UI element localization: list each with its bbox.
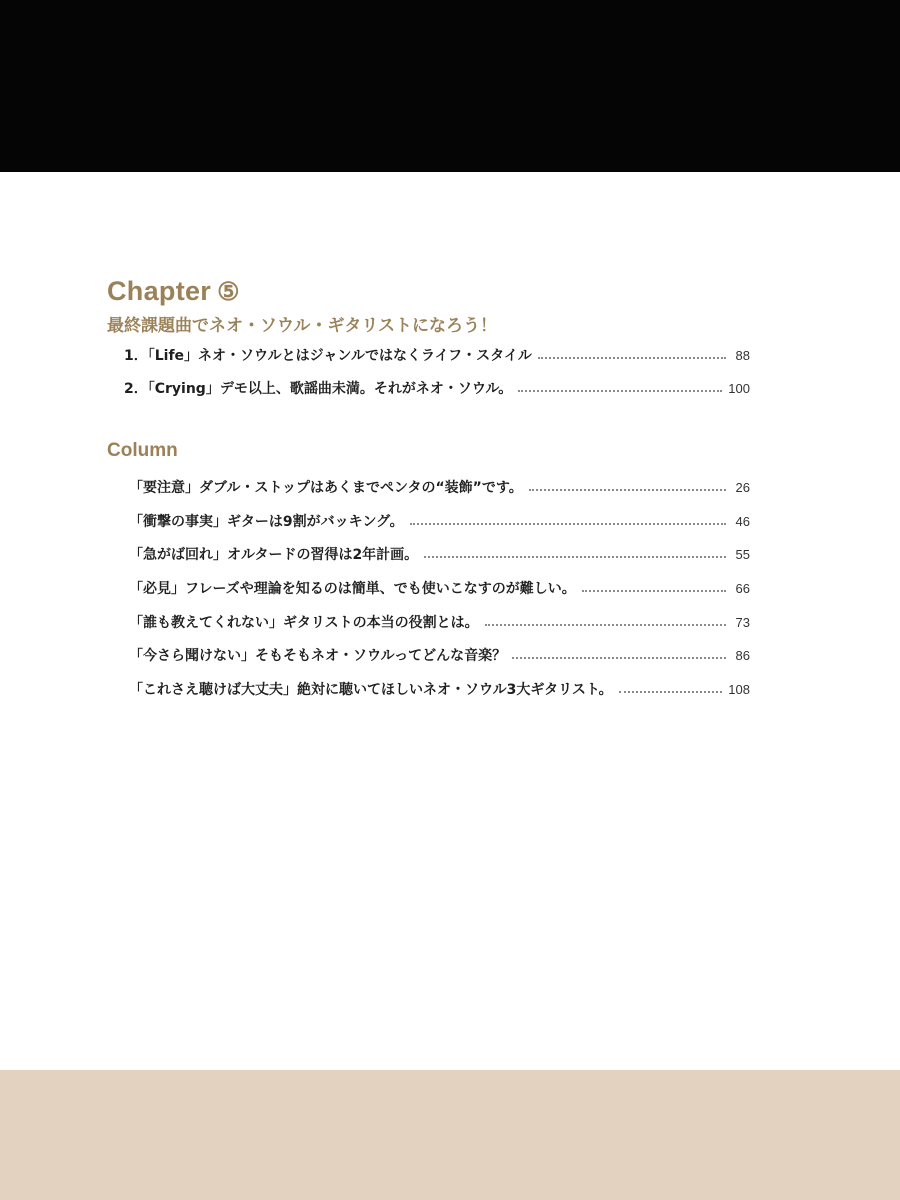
toc-entry-title: 「必見」フレーズや理論を知るのは簡単、でも使いこなすのが難しい。 bbox=[129, 581, 576, 597]
toc-entry-column-5[interactable] bbox=[129, 612, 750, 632]
toc-entry-title: 2．「Crying」デモ以上、歌謡曲未満。それがネオ・ソウル。 bbox=[124, 381, 513, 397]
toc-entry-title: 「急がば回れ」オルタードの習得は2年計画。 bbox=[129, 547, 419, 563]
dot-leader bbox=[485, 623, 726, 626]
dot-leader bbox=[538, 356, 726, 359]
dot-leader bbox=[424, 555, 726, 558]
toc-entry-column-7[interactable] bbox=[129, 679, 750, 699]
toc-entry-page: 46 bbox=[735, 514, 750, 529]
toc-entry-chapter-2[interactable] bbox=[124, 378, 750, 398]
toc-entry-page: 66 bbox=[735, 581, 750, 596]
toc-entry-page: 55 bbox=[735, 547, 750, 562]
chapter-heading bbox=[107, 276, 240, 307]
toc-entry-page: 73 bbox=[735, 615, 750, 630]
toc-entry-page: 26 bbox=[735, 480, 750, 495]
dot-leader bbox=[410, 522, 726, 525]
chapter-number: ⑤ bbox=[217, 278, 240, 306]
toc-entry-page: 86 bbox=[735, 648, 750, 663]
toc-entry-page: 88 bbox=[735, 348, 750, 363]
toc-entry-column-4[interactable] bbox=[129, 578, 750, 598]
chapter-label: Chapter bbox=[107, 276, 212, 306]
dot-leader bbox=[512, 656, 726, 659]
toc-entry-title: 「これさえ聴けば大丈夫」絶対に聴いてほしいネオ・ソウル3大ギタリスト。 bbox=[129, 682, 613, 698]
toc-entry-column-6[interactable] bbox=[129, 645, 750, 665]
toc-entry-title: 「要注意」ダブル・ストップはあくまでペンタの“装飾”です。 bbox=[129, 480, 523, 496]
top-black-band bbox=[0, 0, 900, 172]
dot-leader bbox=[582, 589, 726, 592]
toc-entry-column-1[interactable] bbox=[129, 477, 750, 497]
toc-entry-column-3[interactable] bbox=[129, 544, 750, 564]
chapter-subtitle: 最終課題曲でネオ・ソウル・ギタリストになろう！ bbox=[107, 316, 497, 336]
dot-leader bbox=[619, 690, 723, 693]
bottom-beige-band bbox=[0, 1070, 900, 1200]
toc-entry-chapter-1[interactable] bbox=[124, 345, 750, 365]
toc-entry-column-2[interactable] bbox=[129, 511, 750, 531]
toc-entry-page: 108 bbox=[728, 682, 750, 697]
toc-entry-title: 「衝撃の事実」ギターは9割がバッキング。 bbox=[129, 514, 404, 530]
toc-entry-title: 1．「Life」ネオ・ソウルとはジャンルではなくライフ・スタイル bbox=[124, 348, 532, 364]
dot-leader bbox=[529, 488, 726, 491]
column-heading: Column bbox=[107, 440, 178, 461]
toc-entry-page: 100 bbox=[728, 381, 750, 396]
dot-leader bbox=[518, 389, 722, 392]
toc-entry-title: 「今さら聞けない」そもそもネオ・ソウルってどんな音楽？ bbox=[129, 648, 507, 664]
toc-entry-title: 「誰も教えてくれない」ギタリストの本当の役割とは。 bbox=[129, 615, 479, 631]
